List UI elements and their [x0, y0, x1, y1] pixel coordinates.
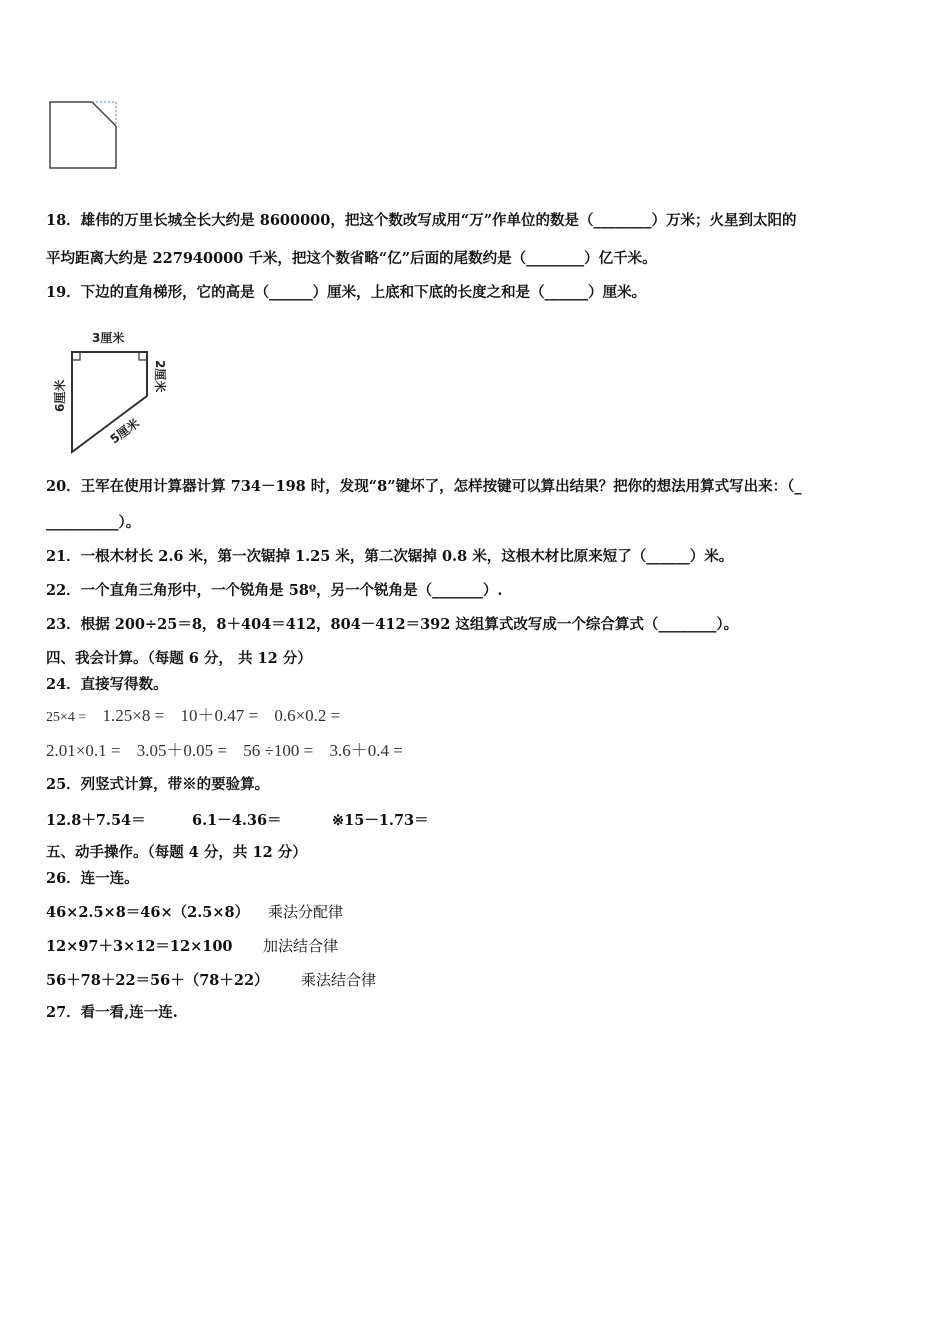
- mental-math-item: 10＋0.47 =: [180, 706, 259, 725]
- mental-math-item: 3.05＋0.05 =: [136, 741, 228, 760]
- folded-square-figure: [48, 100, 120, 172]
- question-24-title: 24．直接写得数。: [46, 676, 168, 693]
- short-side-label: 2厘米: [153, 360, 167, 393]
- match-right-item-1: 乘法分配律: [268, 903, 344, 921]
- match-left-item-2: 12×97＋3×12＝12×100: [46, 938, 233, 955]
- mental-math-item: 1.25×8 =: [102, 706, 165, 725]
- question-26-title: 26．连一连。: [46, 870, 139, 887]
- question-19-text: 19．下边的直角梯形，它的高是（______）厘米，上底和下底的长度之和是（______）厘米。: [46, 284, 647, 301]
- question-25-title: 25．列竖式计算，带※的要验算。: [46, 776, 270, 793]
- mental-math-row-1: [46, 706, 352, 728]
- right-trapezoid-figure: [44, 326, 184, 456]
- mental-math-item: 56 ÷100 =: [243, 741, 314, 760]
- vertical-calc-item-2: 6.1－4.36＝: [192, 812, 282, 829]
- mental-math-item: 2.01×0.1 =: [46, 741, 121, 760]
- height-label: 6厘米: [53, 379, 67, 412]
- section-5-title: 五、动手操作。（每题 4 分，共 12 分）: [46, 844, 307, 861]
- mental-math-row-2: [46, 741, 415, 761]
- question-23-text: 23．根据 200÷25＝8，8＋404＝412，804－412＝392 这组算式改写成一个综合算式（________）。: [46, 616, 739, 633]
- mental-math-item: 0.6×0.2 =: [274, 706, 341, 725]
- section-4-title: 四、我会计算。（每题 6 分， 共 12 分）: [46, 650, 312, 667]
- question-18-line-2: 平均距离大约是 227940000 千米，把这个数省略“亿”后面的尾数约是（________）亿千米。: [46, 250, 657, 267]
- match-left-item-1: 46×2.5×8＝46×（2.5×8）: [46, 904, 250, 921]
- vertical-calc-item-1: 12.8＋7.54＝: [46, 812, 146, 829]
- match-right-item-2: 加法结合律: [263, 937, 339, 955]
- mental-math-item: 25×4 =: [46, 710, 87, 725]
- question-21-text: 21．一根木材长 2.6 米，第一次锯掉 1.25 米，第二次锯掉 0.8 米，这根木材比原来短了（______）米。: [46, 548, 734, 565]
- question-27-title: 27．看一看,连一连.: [46, 1004, 178, 1021]
- match-right-item-3: 乘法结合律: [301, 971, 377, 989]
- question-22-text: 22．一个直角三角形中，一个锐角是 58º，另一个锐角是（_______）.: [46, 582, 503, 599]
- question-20-line-1: 20．王军在使用计算器计算 734－198 时，发现“8”键坏了，怎样按键可以算出结果？把你的想法用算式写出来：（_: [46, 478, 802, 495]
- match-left-item-3: 56＋78＋22＝56＋（78＋22）: [46, 972, 269, 989]
- question-20-line-2: __________）。: [46, 514, 141, 531]
- top-base-label: 3厘米: [92, 331, 125, 345]
- slant-side-label: 5厘米: [107, 416, 142, 447]
- mental-math-item: 3.6＋0.4 =: [329, 741, 403, 760]
- question-18-line-1: 18．雄伟的万里长城全长大约是 8600000，把这个数改写成用“万”作单位的数是（________）万米；火星到太阳的: [46, 212, 797, 229]
- vertical-calc-item-3: ※15－1.73＝: [332, 812, 429, 829]
